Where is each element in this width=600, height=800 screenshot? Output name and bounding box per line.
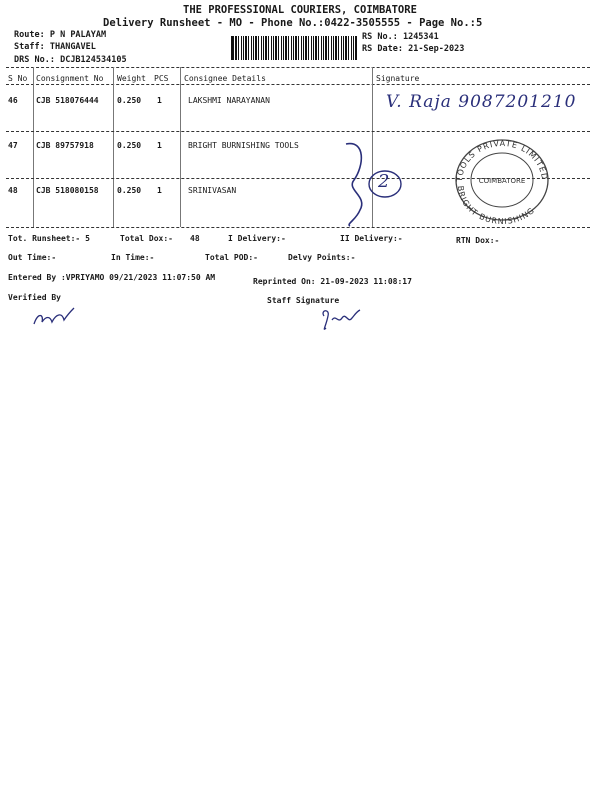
table-bottom-rule bbox=[6, 227, 590, 228]
i-delivery: I Delivery:- bbox=[228, 234, 286, 243]
tot-runsheet: Tot. Runsheet:- 5 bbox=[8, 234, 90, 243]
row-pcs: 1 bbox=[157, 186, 162, 195]
staff-signature bbox=[318, 306, 362, 336]
col-header-consignment: Consignment No bbox=[36, 74, 104, 83]
row-sno: 48 bbox=[8, 186, 18, 195]
barcode bbox=[231, 36, 357, 60]
stamp-bottom-text: BRIGHT BURNISHING bbox=[455, 185, 537, 224]
row-sno: 47 bbox=[8, 141, 18, 150]
total-pod: Total POD:- bbox=[205, 253, 258, 262]
route-field bbox=[14, 30, 106, 40]
col-header-weight: Weight bbox=[117, 74, 146, 83]
drs-field bbox=[14, 55, 127, 65]
rtn-dox: RTN Dox:- bbox=[456, 236, 500, 245]
drs-label: DRS No.: bbox=[14, 55, 55, 65]
staff-label: Staff: bbox=[14, 42, 45, 52]
table-header-rule bbox=[6, 84, 590, 85]
row-consignment: CJB 518080158 bbox=[36, 186, 99, 195]
row-pcs: 1 bbox=[157, 141, 162, 150]
row-consignment: CJB 518076444 bbox=[36, 96, 99, 105]
rs-no-value: 1245341 bbox=[402, 32, 439, 42]
drs-value: DCJB124534105 bbox=[60, 55, 127, 65]
col-header-pcs: PCS bbox=[154, 74, 169, 83]
row-signature: V. Raja 9087201210 bbox=[386, 92, 577, 112]
row-pcs: 1 bbox=[157, 96, 162, 105]
entered-by: Entered By :VPRIYAMO 09/21/2023 11:07:50 AM bbox=[8, 273, 216, 282]
row-weight: 0.250 bbox=[117, 96, 142, 105]
total-dox-label: Total Dox:- bbox=[120, 234, 173, 243]
verifier-signature bbox=[30, 304, 80, 330]
col-divider bbox=[113, 67, 114, 227]
staff-field bbox=[14, 42, 96, 52]
in-time: In Time:- bbox=[111, 253, 155, 262]
col-divider bbox=[33, 67, 34, 227]
staff-signature-label: Staff Signature bbox=[267, 296, 340, 305]
row-weight: 0.250 bbox=[117, 186, 142, 195]
sheet-title: Delivery Runsheet - MO - Phone No.:0422-3505555 - Page No.:5 bbox=[103, 17, 483, 29]
col-header-sno: S No bbox=[8, 74, 28, 83]
ii-delivery: II Delivery:- bbox=[340, 234, 403, 243]
verified-by-label: Verified By bbox=[8, 293, 61, 302]
handwritten-mark: 2 bbox=[378, 171, 390, 192]
row-consignee: BRIGHT BURNISHING TOOLS bbox=[188, 141, 299, 150]
reprinted-on: Reprinted On: 21-09-2023 11:08:17 bbox=[253, 277, 412, 286]
table-top-rule bbox=[6, 67, 590, 68]
staff-value: THANGAVEL bbox=[49, 42, 96, 52]
delvy-points: Delvy Points:- bbox=[288, 253, 356, 262]
rs-date-field bbox=[362, 44, 464, 54]
company-stamp bbox=[448, 132, 554, 224]
stamp-center-text: COIMBATORE bbox=[478, 177, 526, 185]
col-header-consignee: Consignee Details bbox=[184, 74, 266, 83]
company-name: THE PROFESSIONAL COURIERS, COIMBATORE bbox=[183, 4, 417, 16]
stamp-top-text: TOOLS PRIVATE LIMITED bbox=[454, 138, 550, 183]
rs-date-label: RS Date: bbox=[362, 44, 403, 54]
row-weight: 0.250 bbox=[117, 141, 142, 150]
rs-no-field bbox=[362, 32, 439, 42]
rs-no-label: RS No.: bbox=[362, 32, 398, 42]
route-value: P N PALAYAM bbox=[49, 30, 107, 40]
row-consignee: SRINIVASAN bbox=[188, 186, 237, 195]
row-consignment: CJB 89757918 bbox=[36, 141, 94, 150]
rs-date-value: 21-Sep-2023 bbox=[408, 44, 465, 54]
row-sno: 46 bbox=[8, 96, 18, 105]
row-consignee: LAKSHMI NARAYANAN bbox=[188, 96, 270, 105]
col-divider bbox=[180, 67, 181, 227]
route-label: Route: bbox=[14, 30, 45, 40]
total-dox-value: 48 bbox=[190, 234, 200, 243]
out-time: Out Time:- bbox=[8, 253, 57, 262]
col-header-signature: Signature bbox=[376, 74, 420, 83]
svg-text:BRIGHT BURNISHING bbox=[456, 185, 537, 224]
